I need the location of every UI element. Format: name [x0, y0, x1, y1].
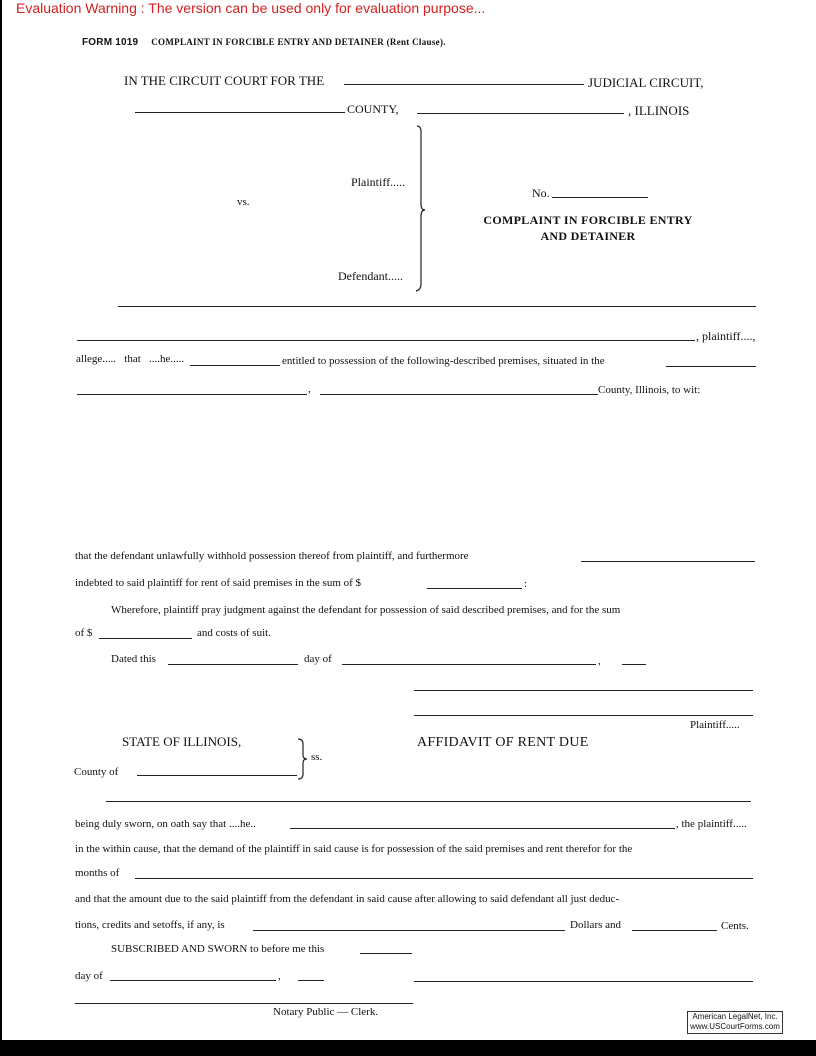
costs-text: and costs of suit. — [197, 627, 271, 639]
dated-day-blank[interactable] — [168, 664, 298, 665]
sum-label: of $ — [75, 627, 93, 639]
the-plaintiff-text: , the plaintiff..... — [676, 818, 747, 830]
scan-edge — [0, 0, 2, 1056]
months-of-label: months of — [75, 867, 120, 879]
affiant-name-blank[interactable] — [106, 801, 751, 802]
comma-sep: , — [308, 383, 311, 395]
wherefore-text: Wherefore, plaintiff pray judgment against the defendant for possession of said described premises, and for the sum — [111, 604, 621, 616]
day-of-label: day of — [304, 653, 332, 665]
publisher-badge — [687, 1011, 783, 1034]
dollars-and-label: Dollars and — [570, 919, 622, 931]
circuit-blank[interactable] — [344, 84, 584, 85]
form-header — [82, 37, 446, 48]
form-number: FORM 1019 — [82, 37, 139, 48]
signature-line-2[interactable] — [414, 715, 753, 716]
cents-label: Cents. — [721, 920, 749, 932]
publisher-url: www.USCourtForms.com — [690, 1022, 780, 1031]
affidavit-state: STATE OF ILLINOIS, — [122, 734, 242, 749]
county-name-blank[interactable] — [417, 113, 624, 114]
form-title: COMPLAINT IN FORCIBLE ENTRY AND DETAINER (Rent Clause). — [151, 37, 446, 47]
notary-signature-line[interactable] — [75, 1003, 413, 1004]
entitled-blank[interactable] — [190, 365, 280, 366]
county-label: COUNTY, — [347, 102, 399, 116]
cents-blank[interactable] — [632, 930, 717, 931]
defendant-label: Defendant..... — [338, 269, 403, 283]
complaint-title-2: AND DETAINER — [540, 229, 636, 243]
situated-blank[interactable] — [666, 366, 756, 367]
within-cause-text: in the within cause, that the demand of the plaintiff in said cause is for possession of the said premises and rent therefor for the — [75, 843, 633, 855]
subscribed-day-blank[interactable] — [360, 953, 412, 954]
dollars-blank[interactable] — [253, 930, 565, 931]
affidavit-year-blank[interactable] — [298, 980, 324, 981]
caption-divider — [118, 306, 756, 307]
signature-plaintiff-label: Plaintiff..... — [690, 719, 740, 731]
affiant-signature-line[interactable] — [414, 981, 753, 982]
judicial-circuit: JUDICIAL CIRCUIT, — [588, 75, 704, 90]
defendant-withhold-text: that the defendant unlawfully withhold possession thereof from plaintiff, and furthermore — [75, 550, 469, 562]
premises-blank-1[interactable] — [77, 394, 307, 395]
rent-sum-blank[interactable] — [427, 588, 522, 589]
court-prefix: IN THE CIRCUIT COURT FOR THE — [124, 73, 325, 88]
affidavit-brace — [296, 738, 308, 780]
case-number-blank[interactable] — [552, 197, 648, 198]
publisher-name: American LegalNet, Inc. — [692, 1012, 778, 1021]
dated-year-blank[interactable] — [622, 664, 646, 665]
amount-due-text: and that the amount due to the said plaintiff from the defendant in said cause after allowing to said defendant all just deduc- — [75, 893, 620, 905]
sworn-blank[interactable] — [290, 828, 675, 829]
colon: : — [524, 578, 528, 590]
scan-bottom-edge — [0, 1040, 816, 1056]
notary-label: Notary Public — Clerk. — [273, 1006, 379, 1018]
furthermore-blank[interactable] — [581, 561, 755, 562]
comma-sep-3: , — [278, 970, 281, 982]
affidavit-county-blank[interactable] — [137, 775, 297, 776]
county-illinois-text: County, Illinois, to wit: — [598, 384, 701, 396]
plaintiff-label: Plaintiff..... — [351, 175, 406, 189]
entitled-text: entitled to possession of the following-described premises, situated in the — [282, 355, 605, 367]
ss-label: ss. — [311, 751, 323, 763]
affidavit-title: AFFIDAVIT OF RENT DUE — [417, 735, 589, 750]
county-blank[interactable] — [135, 112, 345, 113]
complaint-title-1: COMPLAINT IN FORCIBLE ENTRY — [483, 213, 693, 227]
dated-label: Dated this — [111, 653, 156, 665]
case-number: No. — [532, 186, 550, 200]
allege-line: allege..... that ....he..... — [76, 353, 190, 365]
state-label: , ILLINOIS — [628, 103, 690, 118]
indebted-text: indebted to said plaintiff for rent of said premises in the sum of $ — [75, 577, 362, 589]
plaintiff-suffix: , plaintiff...., — [696, 329, 756, 343]
vs-label: vs. — [237, 196, 250, 208]
signature-line-1[interactable] — [414, 690, 753, 691]
dated-month-blank[interactable] — [342, 664, 596, 665]
affidavit-day-of-label: day of — [75, 970, 103, 982]
comma-sep-2: , — [598, 655, 601, 667]
affidavit-month-blank[interactable] — [110, 980, 276, 981]
deductions-text: tions, credits and setoffs, if any, is — [75, 919, 225, 931]
caption-brace — [412, 124, 426, 294]
evaluation-warning: Evaluation Warning : The version can be used only for evaluation purpose... — [16, 0, 486, 16]
sum-blank[interactable] — [99, 638, 192, 639]
affidavit-county-label: County of — [74, 766, 119, 778]
sworn-text: being duly sworn, on oath say that ....he.. — [75, 818, 256, 830]
subscribed-text: SUBSCRIBED AND SWORN to before me this — [111, 943, 325, 955]
state-name: ILLINOIS — [634, 103, 690, 118]
premises-county-blank[interactable] — [320, 394, 598, 395]
plaintiff-name-blank[interactable] — [77, 340, 695, 341]
months-blank[interactable] — [135, 878, 753, 879]
